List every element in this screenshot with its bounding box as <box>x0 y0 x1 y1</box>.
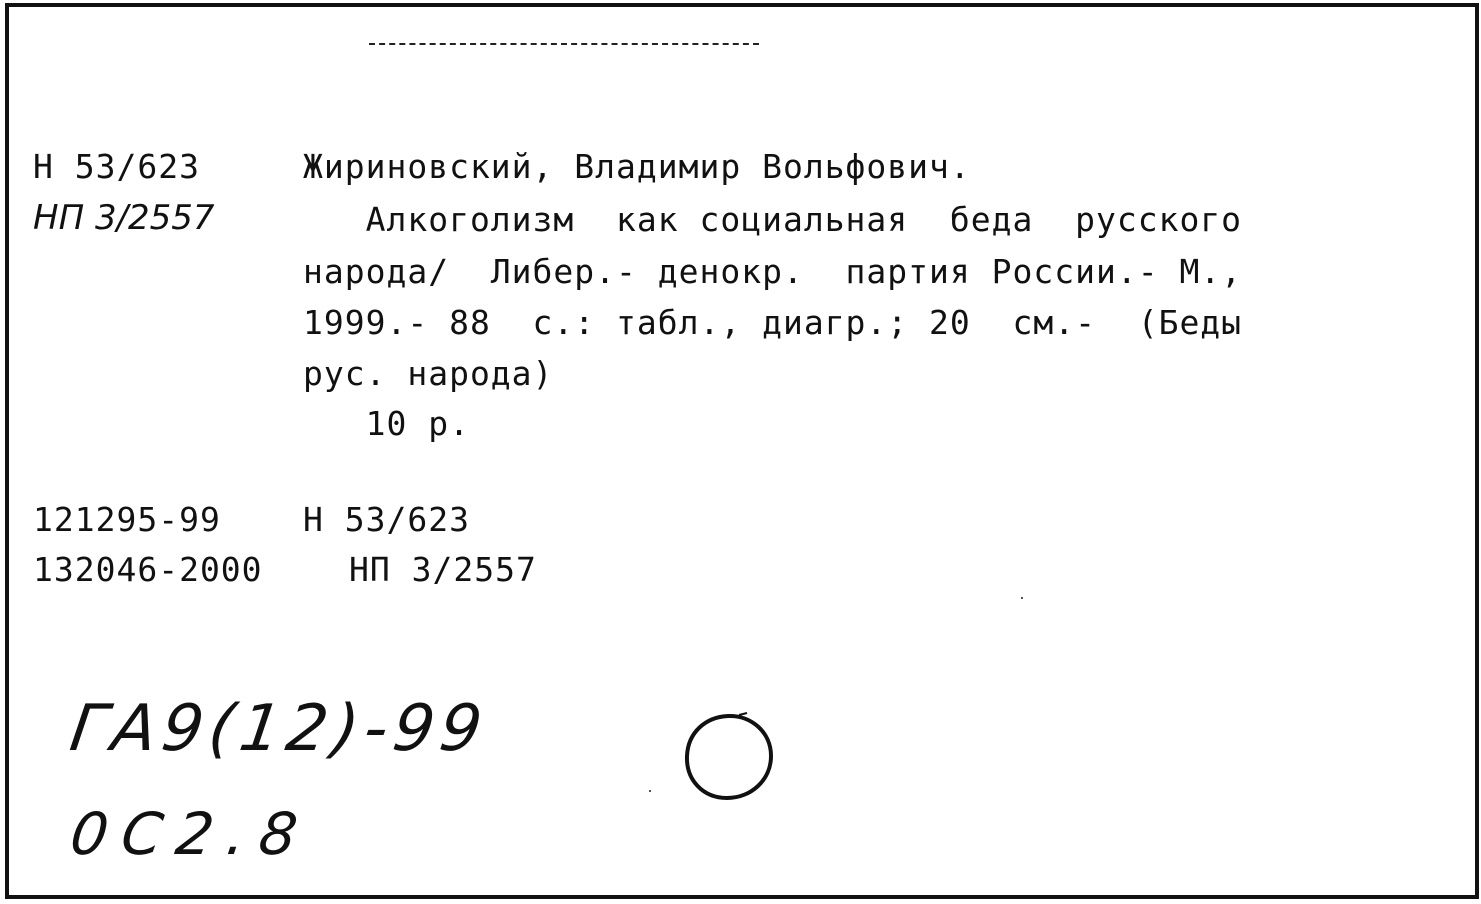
description-line-4: рус. народа) <box>303 354 554 393</box>
top-dashed-rule <box>369 43 759 45</box>
handwritten-classification-code: ГА9(12)-99 <box>65 692 493 766</box>
paper-speck <box>1021 597 1023 599</box>
inventory-number: 132046-2000 <box>33 550 263 589</box>
inventory-number: 121295-99 <box>33 500 221 539</box>
call-number-primary: Н 53/623 <box>33 147 200 186</box>
price-line: 10 р. <box>303 404 470 443</box>
call-number-handwritten: НП 3/2557 <box>33 198 215 238</box>
author-heading: Жириновский, Владимир Вольфович. <box>303 147 971 186</box>
inventory-shelf: Н 53/623 <box>303 500 470 539</box>
paper-speck <box>649 790 651 792</box>
inventory-shelf: НП 3/2557 <box>349 550 537 589</box>
description-line-3: 1999.- 88 с.: табл., диагр.; 20 см.- (Беды <box>303 303 1243 342</box>
description-line-1: Алкоголизм как социальная беда русского <box>303 200 1243 239</box>
handwritten-secondary-code: 0С2.8 <box>66 800 316 868</box>
catalog-card <box>5 3 1479 899</box>
description-line-2: народа/ Либер.- денокр. партия России.- М., <box>303 252 1243 291</box>
hand-drawn-circle-mark <box>679 710 777 804</box>
